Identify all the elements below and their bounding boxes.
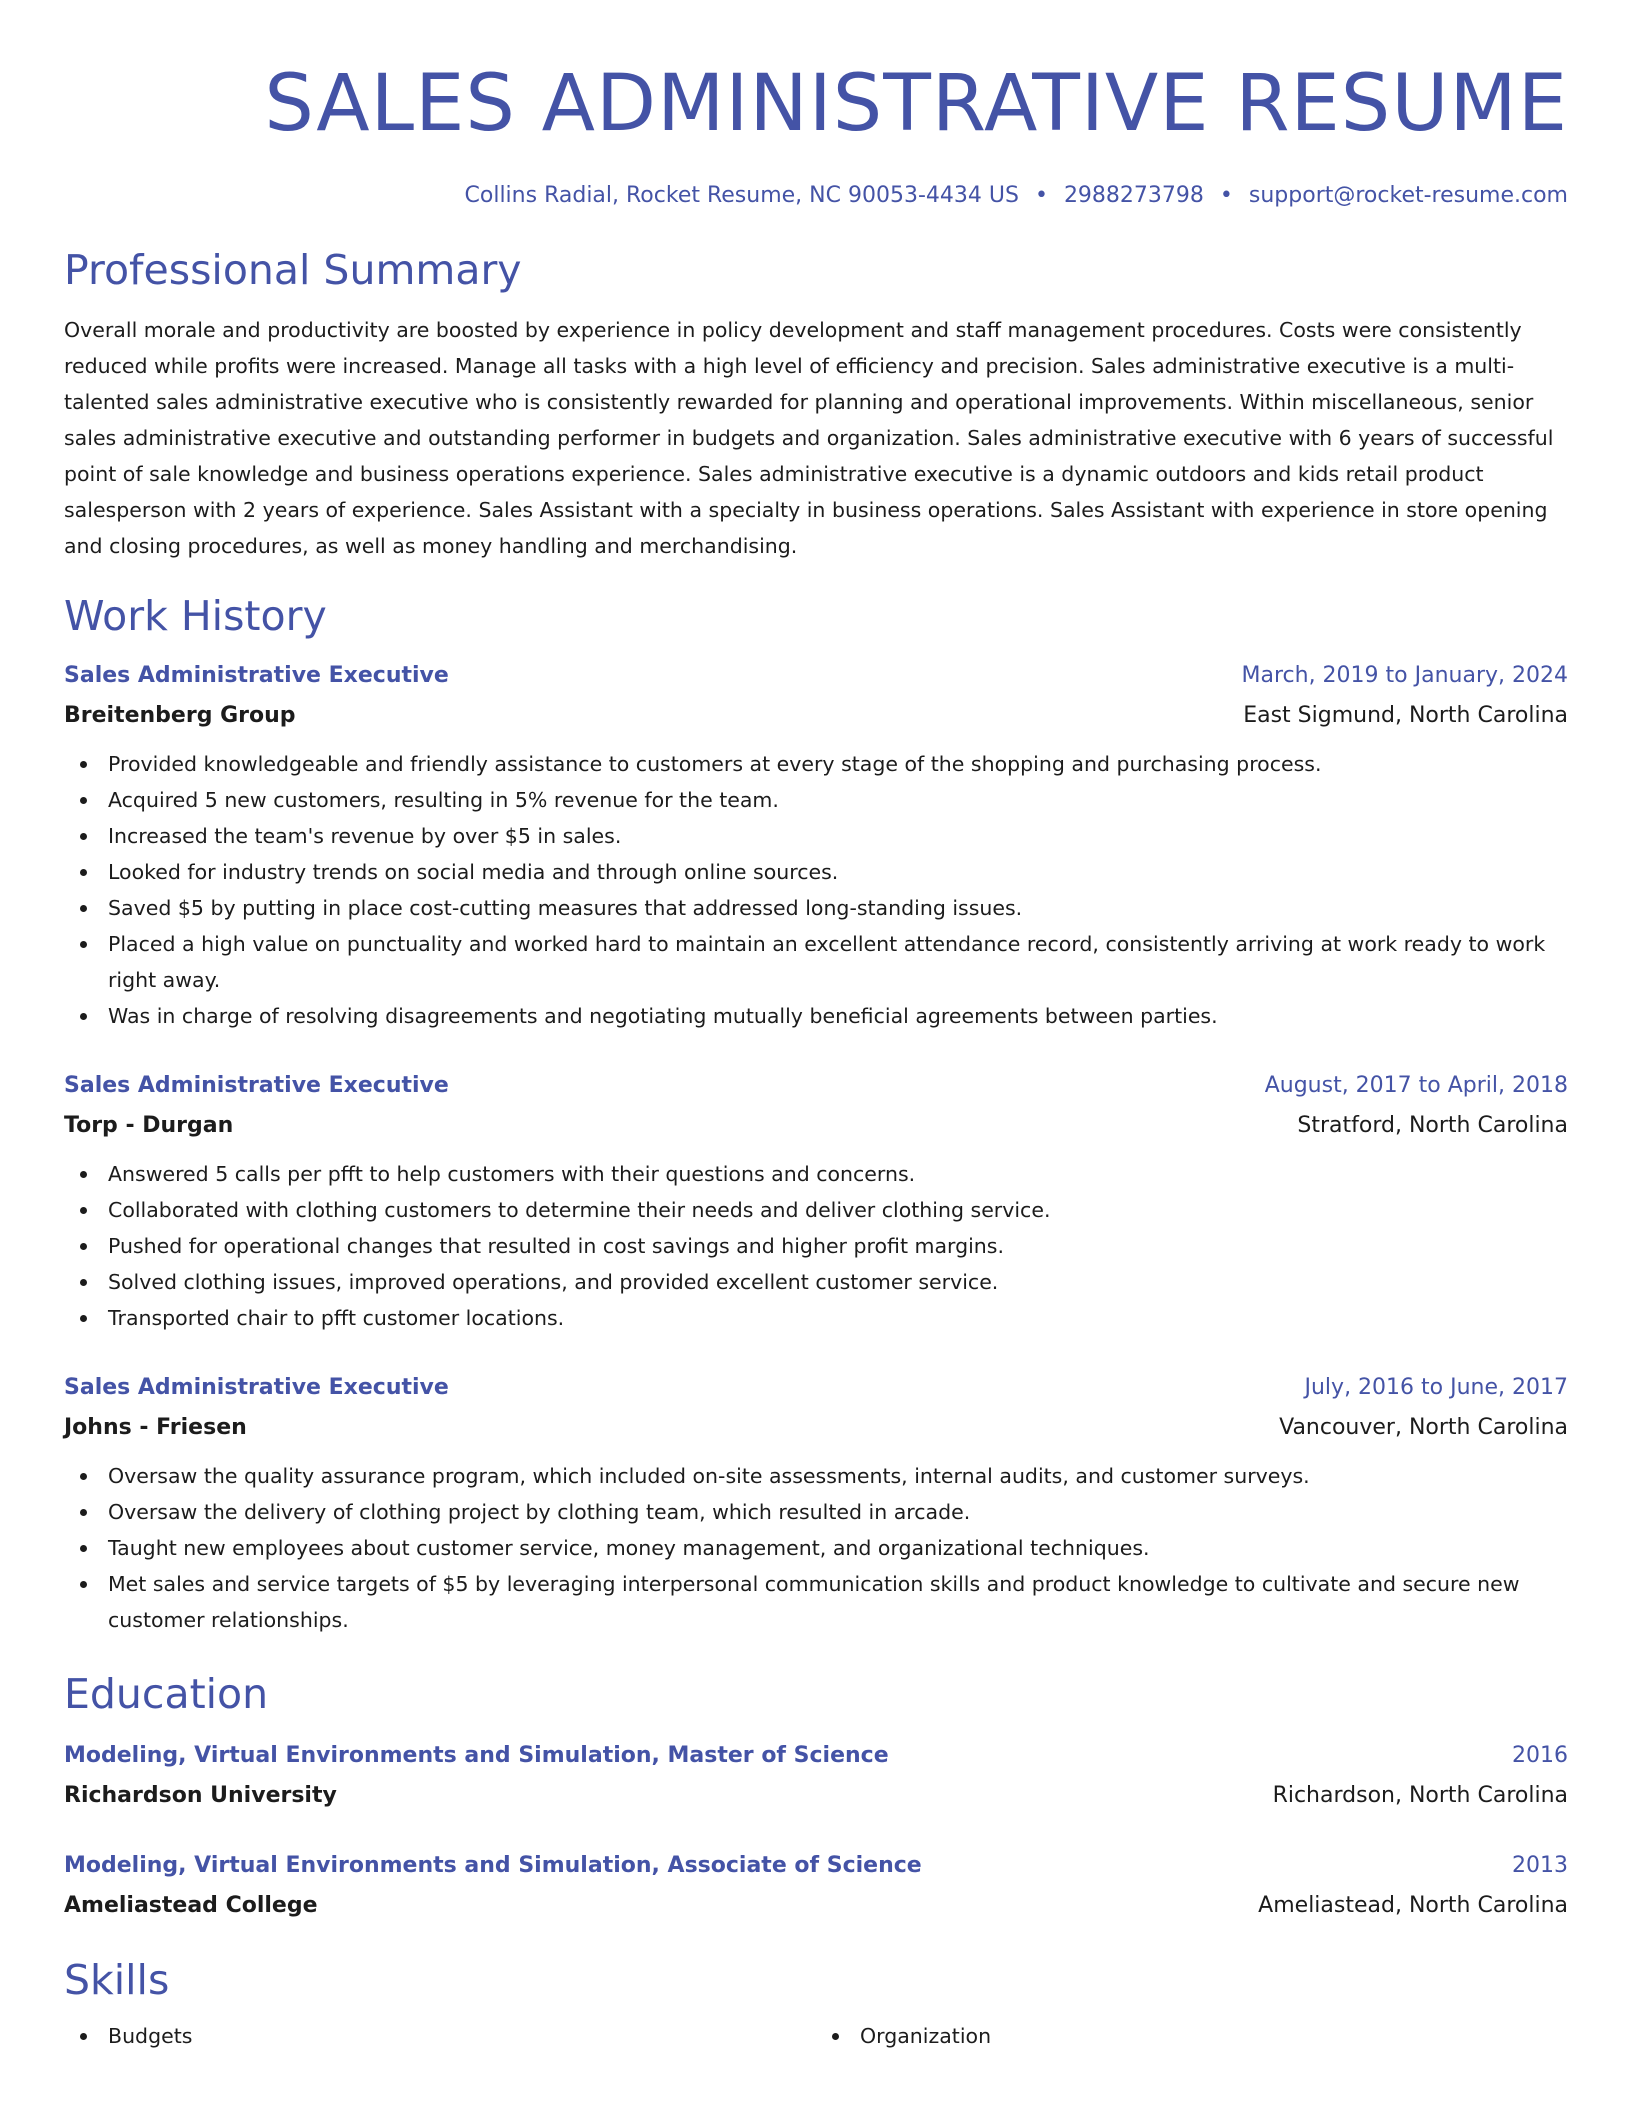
job-bullets [64,1156,1568,1336]
education-entry [64,1736,1568,1816]
contact-phone: 2988273798 [1063,183,1204,208]
skills-section [64,1954,1568,2054]
summary-section [64,244,1568,564]
education-heading: Education [64,1670,269,1718]
job-bullet: Saved $5 by putting in place cost-cutting measures that addressed long-standing issues. [64,890,1568,926]
education-school-row [64,1886,1568,1926]
job-entry [64,656,1568,1034]
job-bullet: Provided knowledgeable and friendly assistance to customers at every stage of the shopping and purchasing process. [64,746,1568,782]
job-location: East Sigmund, North Carolina [1243,703,1568,728]
skill-item: Organization [816,2018,1568,2054]
job-bullet: Taught new employees about customer service, money management, and organizational techniques. [64,1530,1568,1566]
job-bullet: Answered 5 calls per pfft to help customers with their questions and concerns. [64,1156,1568,1192]
education-year: 2013 [1512,1853,1568,1878]
job-location: Vancouver, North Carolina [1279,1415,1568,1440]
job-bullet: Collaborated with clothing customers to determine their needs and deliver clothing service. [64,1192,1568,1228]
job-company: Johns - Friesen [64,1415,247,1440]
job-bullet: Looked for industry trends on social media and through online sources. [64,854,1568,890]
contact-separator: • [1034,183,1048,208]
job-entry [64,1368,1568,1638]
job-bullet: Increased the team's revenue by over $5 in sales. [64,818,1568,854]
job-bullet: Met sales and service targets of $5 by leveraging interpersonal communication skills and product knowledge to cultivate and secure new customer relationships. [64,1566,1568,1638]
job-bullet: Oversaw the quality assurance program, which included on-site assessments, internal audits, and customer surveys. [64,1458,1568,1494]
job-bullet: Was in charge of resolving disagreements and negotiating mutually beneficial agreements between parties. [64,998,1568,1034]
skills-heading: Skills [64,1956,170,2004]
job-bullets [64,1458,1568,1638]
education-header-row [64,1846,1568,1886]
summary-heading: Professional Summary [64,246,522,294]
work-history-heading: Work History [64,592,327,640]
job-company-row [64,1106,1568,1146]
education-section [64,1668,1568,1926]
job-dates: March, 2019 to January, 2024 [1241,663,1568,688]
education-year: 2016 [1512,1743,1568,1768]
skills-list [64,2018,1568,2054]
contact-separator: • [1219,183,1233,208]
job-company-row [64,1408,1568,1448]
education-degree: Modeling, Virtual Environments and Simulation, Associate of Science [64,1853,922,1878]
education-header-row [64,1736,1568,1776]
job-header-row [64,1066,1568,1106]
job-bullet: Transported chair to pfft customer locations. [64,1300,1568,1336]
contact-address: Collins Radial, Rocket Resume, NC 90053-4434 US [464,183,1019,208]
job-bullets [64,746,1568,1034]
job-header-row [64,656,1568,696]
job-bullet: Acquired 5 new customers, resulting in 5% revenue for the team. [64,782,1568,818]
contact-line [64,180,1568,212]
job-entry [64,1066,1568,1336]
education-school-row [64,1776,1568,1816]
education-entry [64,1846,1568,1926]
job-header-row [64,1368,1568,1408]
education-degree: Modeling, Virtual Environments and Simulation, Master of Science [64,1743,889,1768]
education-location: Ameliastead, North Carolina [1258,1893,1568,1918]
education-school: Richardson University [64,1783,337,1808]
contact-email: support@rocket-resume.com [1248,183,1568,208]
job-company-row [64,696,1568,736]
resume-header [64,0,1568,212]
job-title: Sales Administrative Executive [64,1375,449,1400]
job-location: Stratford, North Carolina [1297,1113,1568,1138]
job-company: Torp - Durgan [64,1113,234,1138]
job-dates: July, 2016 to June, 2017 [1304,1375,1568,1400]
job-bullet: Placed a high value on punctuality and worked hard to maintain an excellent attendance record, consistently arriving at work ready to work right away. [64,926,1568,998]
job-bullet: Solved clothing issues, improved operations, and provided excellent customer service. [64,1264,1568,1300]
job-bullet: Oversaw the delivery of clothing project by clothing team, which resulted in arcade. [64,1494,1568,1530]
job-bullet: Pushed for operational changes that resulted in cost savings and higher profit margins. [64,1228,1568,1264]
job-title: Sales Administrative Executive [64,663,449,688]
summary-text: Overall morale and productivity are boosted by experience in policy development and staff management procedures. Costs were consistently reduced while profits were increased. Manage all tasks with a high level of efficiency and precision. Sales administrative executive is a multi-talented sales administrative executive who is consistently rewarded for planning and operational improvements. Within miscellaneous, senior sales administrative executive and outstanding performer in budgets and organization. Sales administrative executive with 6 years of successful point of sale knowledge and business operations experience. Sales administrative executive is a dynamic outdoors and kids retail product salesperson with 2 years of experience. Sales Assistant with a specialty in business operations. Sales Assistant with experience in store opening and closing procedures, as well as money handling and merchandising. [64,318,1554,558]
job-title: Sales Administrative Executive [64,1073,449,1098]
education-school: Ameliastead College [64,1893,318,1918]
job-dates: August, 2017 to April, 2018 [1264,1073,1568,1098]
work-history-section [64,590,1568,1638]
job-company: Breitenberg Group [64,703,296,728]
education-location: Richardson, North Carolina [1272,1783,1568,1808]
resume-title: SALES ADMINISTRATIVE RESUME [264,59,1568,149]
skill-item: Budgets [64,2018,816,2054]
